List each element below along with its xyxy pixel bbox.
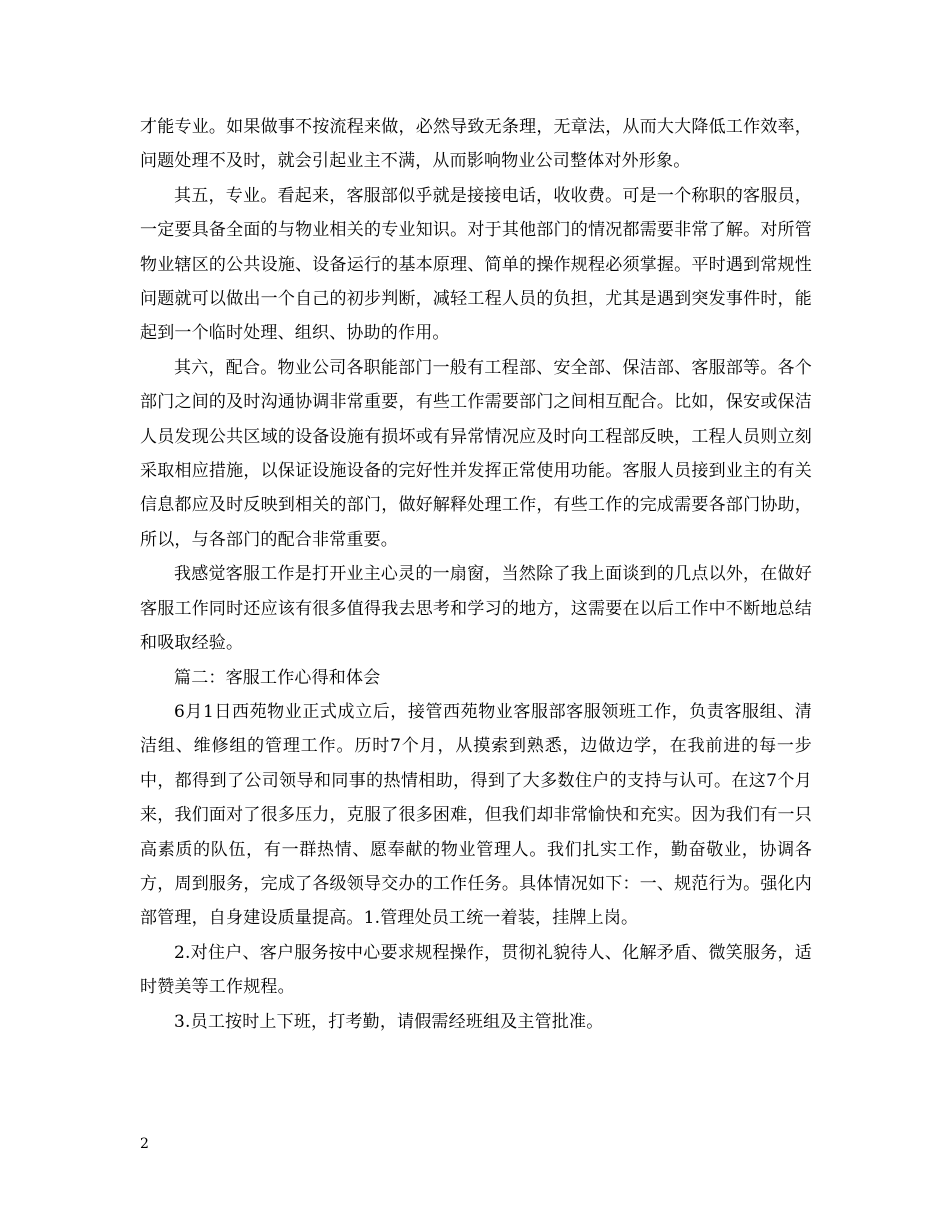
- paragraph: 2.对住户、客户服务按中心要求规程操作，贯彻礼貌待人、化解矛盾、微笑服务，适时赞美等工作规程。: [140, 942, 812, 998]
- paragraph: 6月1日西苑物业正式成立后，接管西苑物业客服部客服领班工作，负责客服组、清洁组、维修组的管理工作。历时7个月，从摸索到熟悉，边做边学，在我前进的每一步中，都得到了公司领导和同事的热情相助，得到了大多数住户的支持与认可。在这7个月来，我们面对了很多压力，克服了很多困难，但我们却非常愉快和充实。因为我们有一只高素质的队伍，有一群热情、愿奉献的物业管理人。我们扎实工作，勤奋敬业，协调各方，周到服务，完成了各级领导交办的工作任务。具体情况如下：一、规范行为。强化内部管理，自身建设质量提高。1.管理处员工统一着装，挂牌上岗。: [140, 701, 812, 929]
- paragraph: 我感觉客服工作是打开业主心灵的一扇窗，当然除了我上面谈到的几点以外，在做好客服工作同时还应该有很多值得我去思考和学习的地方，这需要在以后工作中不断地总结和吸取经验。: [140, 564, 812, 654]
- paragraph: 其五，专业。看起来，客服部似乎就是接接电话，收收费。可是一个称职的客服员，一定要具备全面的与物业相关的专业知识。对于其他部门的情况都需要非常了解。对所管物业辖区的公共设施、设备运行的基本原理、简单的操作规程必须掌握。平时遇到常规性问题就可以做出一个自己的初步判断，减轻工程人员的负担，尤其是遇到突发事件时，能起到一个临时处理、组织、协助的作用。: [140, 185, 812, 344]
- paragraph: 才能专业。如果做事不按流程来做，必然导致无条理，无章法，从而大大降低工作效率，问题处理不及时，就会引起业主不满，从而影响物业公司整体对外形象。: [140, 117, 812, 172]
- page-number: 2: [140, 1136, 149, 1152]
- section-heading: 篇二：客服工作心得和体会: [174, 667, 381, 688]
- paragraph: 其六，配合。物业公司各职能部门一般有工程部、安全部、保洁部、客服部等。各个部门之间的及时沟通协调非常重要，有些工作需要部门之间相互配合。比如，保安或保洁人员发现公共区域的设备设施有损坏或有异常情况应及时向工程部反映，工程人员则立刻采取相应措施，以保证设施设备的完好性并发挥正常使用功能。客服人员接到业主的有关信息都应及时反映到相关的部门，做好解释处理工作，有些工作的完成需要各部门协助，所以，与各部门的配合非常重要。: [140, 357, 812, 550]
- paragraph: 3.员工按时上下班，打考勤，请假需经班组及主管批准。: [174, 1011, 604, 1032]
- body-text: [140, 110, 812, 1039]
